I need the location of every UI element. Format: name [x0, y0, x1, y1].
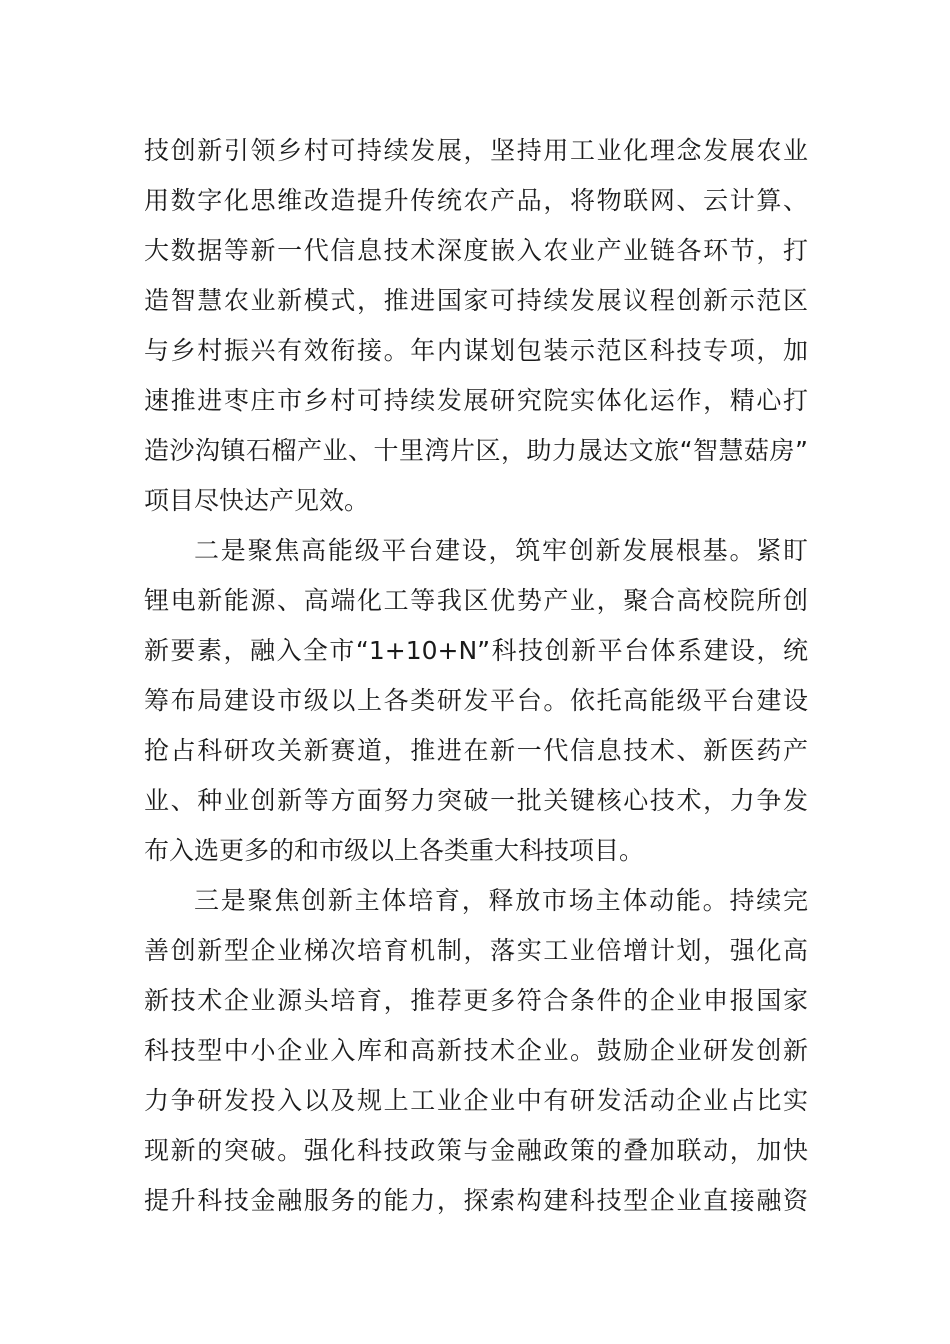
- paragraph-3: [144, 876, 808, 1226]
- text-line: 抢占科研攻关新赛道，推进在新一代信息技术、新医药产: [144, 736, 808, 765]
- text-line: 二是聚焦高能级平台建设，筑牢创新发展根基。紧盯: [194, 536, 808, 565]
- text-line: 提升科技金融服务的能力，探索构建科技型企业直接融资: [144, 1186, 808, 1215]
- document-body: [144, 126, 808, 1226]
- text-line: 造沙沟镇石榴产业、十里湾片区，助力晟达文旅“智慧菇房”: [144, 436, 808, 465]
- text-line: 大数据等新一代信息技术深度嵌入农业产业链各环节，打: [144, 236, 808, 265]
- text-line: 三是聚焦创新主体培育，释放市场主体动能。持续完: [194, 886, 808, 915]
- text-line: 与乡村振兴有效衔接。年内谋划包装示范区科技专项，加: [144, 336, 808, 365]
- paragraph-1: [144, 126, 808, 526]
- text-line: 技创新引领乡村可持续发展，坚持用工业化理念发展农业: [144, 136, 808, 165]
- text-line: 科技型中小企业入库和高新技术企业。鼓励企业研发创新: [144, 1036, 808, 1065]
- text-line: 项目尽快达产见效。: [144, 486, 370, 515]
- text-line: 新技术企业源头培育，推荐更多符合条件的企业申报国家: [144, 986, 808, 1015]
- paragraph-2: [144, 526, 808, 876]
- text-line: 造智慧农业新模式，推进国家可持续发展议程创新示范区: [144, 286, 808, 315]
- text-line: 用数字化思维改造提升传统农产品，将物联网、云计算、: [144, 186, 808, 215]
- text-line: 新要素，融入全市“1+10+N”科技创新平台体系建设，统: [144, 636, 808, 665]
- text-line: 力争研发投入以及规上工业企业中有研发活动企业占比实: [144, 1086, 808, 1115]
- text-line: 速推进枣庄市乡村可持续发展研究院实体化运作，精心打: [144, 386, 808, 415]
- text-line: 现新的突破。强化科技政策与金融政策的叠加联动，加快: [144, 1136, 808, 1165]
- text-line: 筹布局建设市级以上各类研发平台。依托高能级平台建设: [144, 686, 808, 715]
- text-line: 善创新型企业梯次培育机制，落实工业倍增计划，强化高: [144, 936, 808, 965]
- text-line: 业、种业创新等方面努力突破一批关键核心技术，力争发: [144, 786, 808, 815]
- text-line: 锂电新能源、高端化工等我区优势产业，聚合高校院所创: [144, 586, 808, 615]
- text-line: 布入选更多的和市级以上各类重大科技项目。: [144, 836, 645, 865]
